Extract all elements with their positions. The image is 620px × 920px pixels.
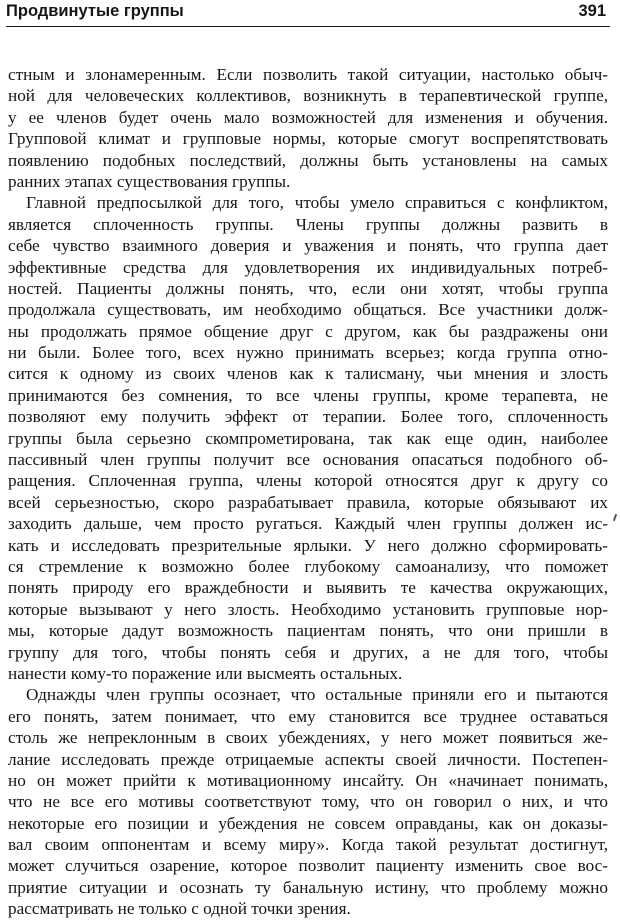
text-line: нанести кому-то поражение или высмеять остальных. <box>8 663 403 683</box>
paragraph-1 <box>8 64 608 192</box>
text-line: продолжала существовать, им необходимо общаться. Все участники долж- <box>8 300 608 320</box>
text-line: всей серьезностью, скоро разрабатывает правила, которые обязывают их <box>8 492 608 512</box>
text-line: Главной предпосылкой для того, чтобы умело справиться с конфликтом, <box>26 193 608 213</box>
text-line: кать и исследовать презрительные ярлыки. У него должно сформировать- <box>8 535 608 555</box>
text-line: рассматривать не только с одной точки зрения. <box>8 899 351 919</box>
text-line: себе чувство взаимного доверия и уважения и понять, что группа дает <box>8 236 608 256</box>
text-line: приятие ситуации и осознать ту банальную истину, что проблему можно <box>8 877 608 897</box>
text-line: принимаются без сомнения, то все члены группы, кроме терапевта, не <box>8 385 608 405</box>
text-line: ращения. Сплоченная группа, члены которой относятся друг к другу со <box>8 471 608 491</box>
text-line: у ее членов будет очень мало возможностей для изменения и обучения. <box>8 107 608 127</box>
text-line: может случиться озарение, которое позволит пациенту изменить свое вос- <box>8 856 608 876</box>
paragraph-2 <box>8 192 608 684</box>
section-title: Продвинутые группы <box>6 2 184 20</box>
text-line: стным и злонамеренным. Если позволить такой ситуации, настолько обыч- <box>8 65 608 84</box>
text-line: которые вызывают у него злость. Необходимо установить групповые нор- <box>8 599 608 619</box>
text-line: понять природу его враждебности и выявить те качества окружающих, <box>8 578 608 598</box>
text-line: что не все его мотивы соответствуют тому, что он говорил о них, и что <box>8 792 608 812</box>
text-line: Групповой климат и групповые нормы, которые смогут воспрепятствовать <box>8 129 608 149</box>
text-line: ся стремление к возможно более глубокому самоанализу, что поможет <box>8 556 608 576</box>
text-line: эффективные средства для удовлетворения их индивидуальных потреб- <box>8 257 608 277</box>
text-line: группу для того, чтобы понять себя и других, а не для того, чтобы <box>8 642 608 662</box>
text-line: позволяют ему получить эффект от терапии. Более того, сплоченность <box>8 407 608 427</box>
text-line: столь же непреклонным в своих убеждениях, у него может появиться же- <box>8 728 608 748</box>
margin-mark <box>613 514 617 521</box>
text-line: ностей. Пациенты должны понять, что, если они хотят, чтобы группа <box>8 278 608 298</box>
text-line: ранних этапах существования группы. <box>8 171 291 191</box>
text-line: заходить дальше, чем просто ругаться. Каждый член группы должен ис- <box>8 514 608 534</box>
running-header <box>6 0 610 27</box>
page-number: 391 <box>578 2 606 20</box>
text-line: лание исследовать прежде отрицаемые аспекты своей личности. Постепен- <box>8 749 608 769</box>
text-line: но он может прийти к мотивационному инсайту. Он «начинает понимать, <box>8 770 608 790</box>
text-line: ной для человеческих коллективов, возникнуть в терапевтической группе, <box>8 86 608 106</box>
text-line: Однажды член группы осознает, что остальные приняли его и пытаются <box>26 685 608 705</box>
text-line: ни были. Более того, всех нужно принимать всерьез; когда группа отно- <box>8 343 608 363</box>
paragraph-3 <box>8 684 608 919</box>
text-line: его понять, затем понимает, что ему становится все труднее оставаться <box>8 706 608 726</box>
text-line: мы, которые дадут возможность пациентам понять, что они пришли в <box>8 621 608 641</box>
text-line: группы была серьезно скомпрометирована, так как еще один, наиболее <box>8 428 608 448</box>
text-line: сится к одному из своих членов как к талисману, чьи мнения и злость <box>8 364 608 384</box>
text-line: является сплоченность группы. Члены группы должны развить в <box>8 214 608 234</box>
text-line: пассивный член группы получит все основания опасаться подобного об- <box>8 450 608 470</box>
text-line: ны продолжать прямое общение друг с другом, как бы раздражены они <box>8 321 608 341</box>
text-line: некоторые его позиции и убеждения не совсем оправданы, как он доказы- <box>8 813 608 833</box>
body-text <box>8 64 608 920</box>
text-line: вал своим оппонентам и всему миру». Когда такой результат достигнут, <box>8 835 608 855</box>
text-line: появлению подобных последствий, должны быть установлены на самых <box>8 150 608 170</box>
